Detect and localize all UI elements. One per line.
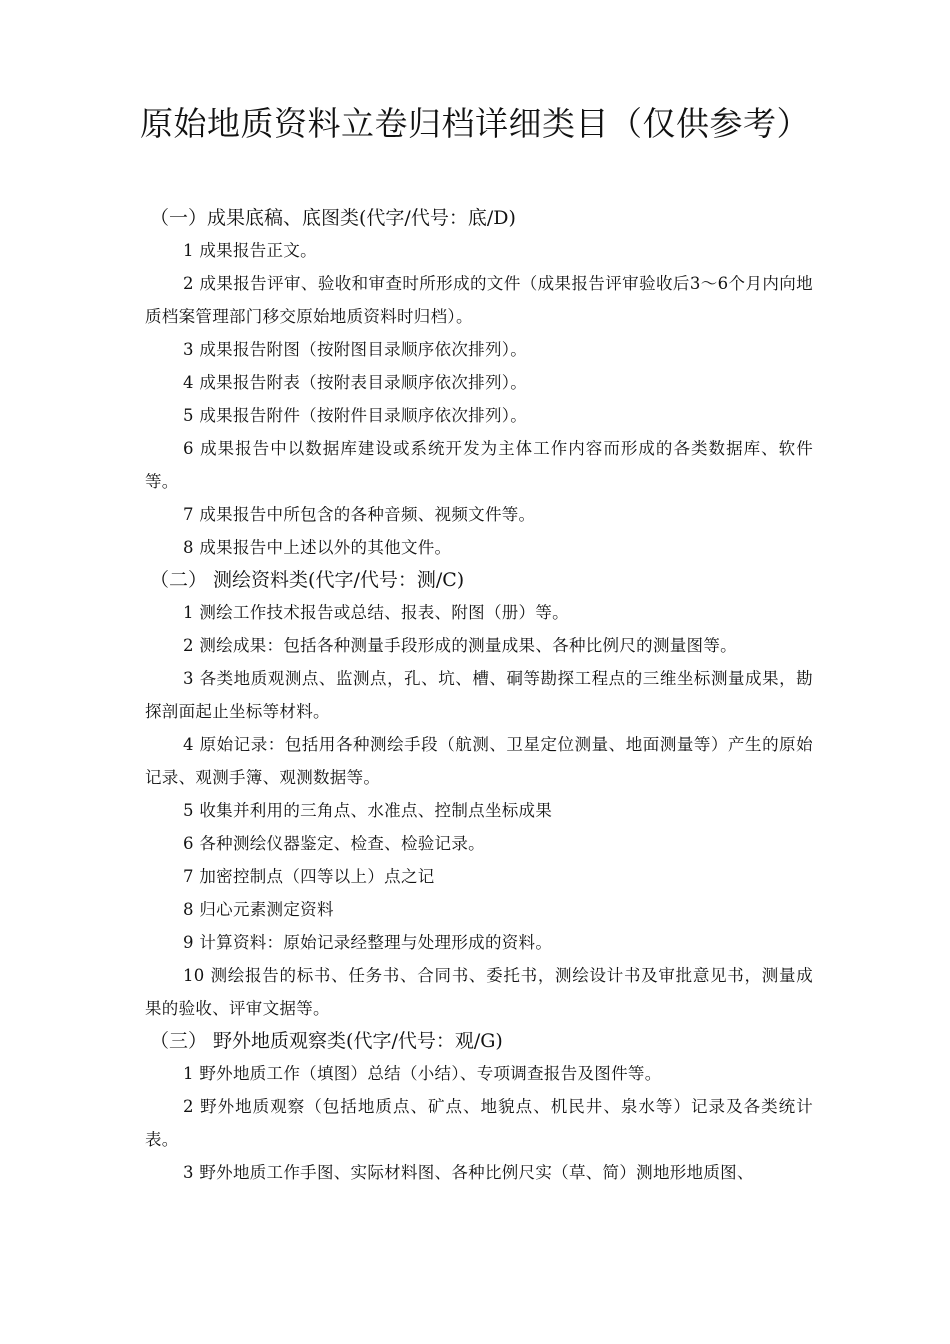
list-item: 9 计算资料：原始记录经整理与处理形成的资料。 bbox=[183, 933, 553, 952]
list-item: 10 测绘报告的标书、任务书、合同书、委托书，测绘设计书及审批意见书，测量成果的验收、评审文据等。 bbox=[145, 966, 813, 1018]
list-item: 1 成果报告正文。 bbox=[183, 241, 317, 260]
list-item: 6 成果报告中以数据库建设或系统开发为主体工作内容而形成的各类数据库、软件等。 bbox=[145, 439, 813, 491]
list-item: 2 测绘成果：包括各种测量手段形成的测量成果、各种比例尺的测量图等。 bbox=[183, 636, 737, 655]
list-item: 1 野外地质工作（填图）总结（小结）、专项调查报告及图件等。 bbox=[183, 1064, 662, 1083]
section-heading-2: （二） 测绘资料类(代字/代号：测/C) bbox=[150, 569, 465, 591]
list-item: 7 成果报告中所包含的各种音频、视频文件等。 bbox=[183, 505, 536, 524]
list-item: 6 各种测绘仪器鉴定、检查、检验记录。 bbox=[183, 834, 485, 853]
list-item: 2 野外地质观察（包括地质点、矿点、地貌点、机民井、泉水等）记录及各类统计表。 bbox=[145, 1097, 813, 1149]
section-heading-1: （一）成果底稿、底图类(代字/代号：底/D) bbox=[150, 207, 516, 229]
list-item: 5 收集并利用的三角点、水准点、控制点坐标成果 bbox=[183, 801, 553, 820]
list-item: 3 成果报告附图（按附图目录顺序依次排列）。 bbox=[183, 340, 528, 359]
list-item: 3 各类地质观测点、监测点，孔、坑、槽、硐等勘探工程点的三维坐标测量成果，勘探剖面起止坐标等材料。 bbox=[145, 669, 813, 721]
page-title: 原始地质资料立卷归档详细类目（仅供参考） bbox=[140, 104, 810, 143]
list-item: 8 成果报告中上述以外的其他文件。 bbox=[183, 538, 452, 557]
list-item: 4 成果报告附表（按附表目录顺序依次排列）。 bbox=[183, 373, 528, 392]
list-item: 5 成果报告附件（按附件目录顺序依次排列）。 bbox=[183, 406, 528, 425]
list-item: 4 原始记录：包括用各种测绘手段（航测、卫星定位测量、地面测量等）产生的原始记录、观测手簿、观测数据等。 bbox=[145, 735, 813, 787]
list-item: 3 野外地质工作手图、实际材料图、各种比例尺实（草、简）测地形地质图、 bbox=[183, 1163, 754, 1182]
section-heading-3: （三） 野外地质观察类(代字/代号：观/G) bbox=[150, 1030, 503, 1052]
list-item: 8 归心元素测定资料 bbox=[183, 900, 334, 919]
list-item: 1 测绘工作技术报告或总结、报表、附图（册）等。 bbox=[183, 603, 569, 622]
document-body bbox=[145, 200, 813, 1189]
list-item: 2 成果报告评审、验收和审查时所形成的文件（成果报告评审验收后3～6个月内向地质档案管理部门移交原始地质资料时归档）。 bbox=[145, 274, 813, 326]
list-item: 7 加密控制点（四等以上）点之记 bbox=[183, 867, 435, 886]
